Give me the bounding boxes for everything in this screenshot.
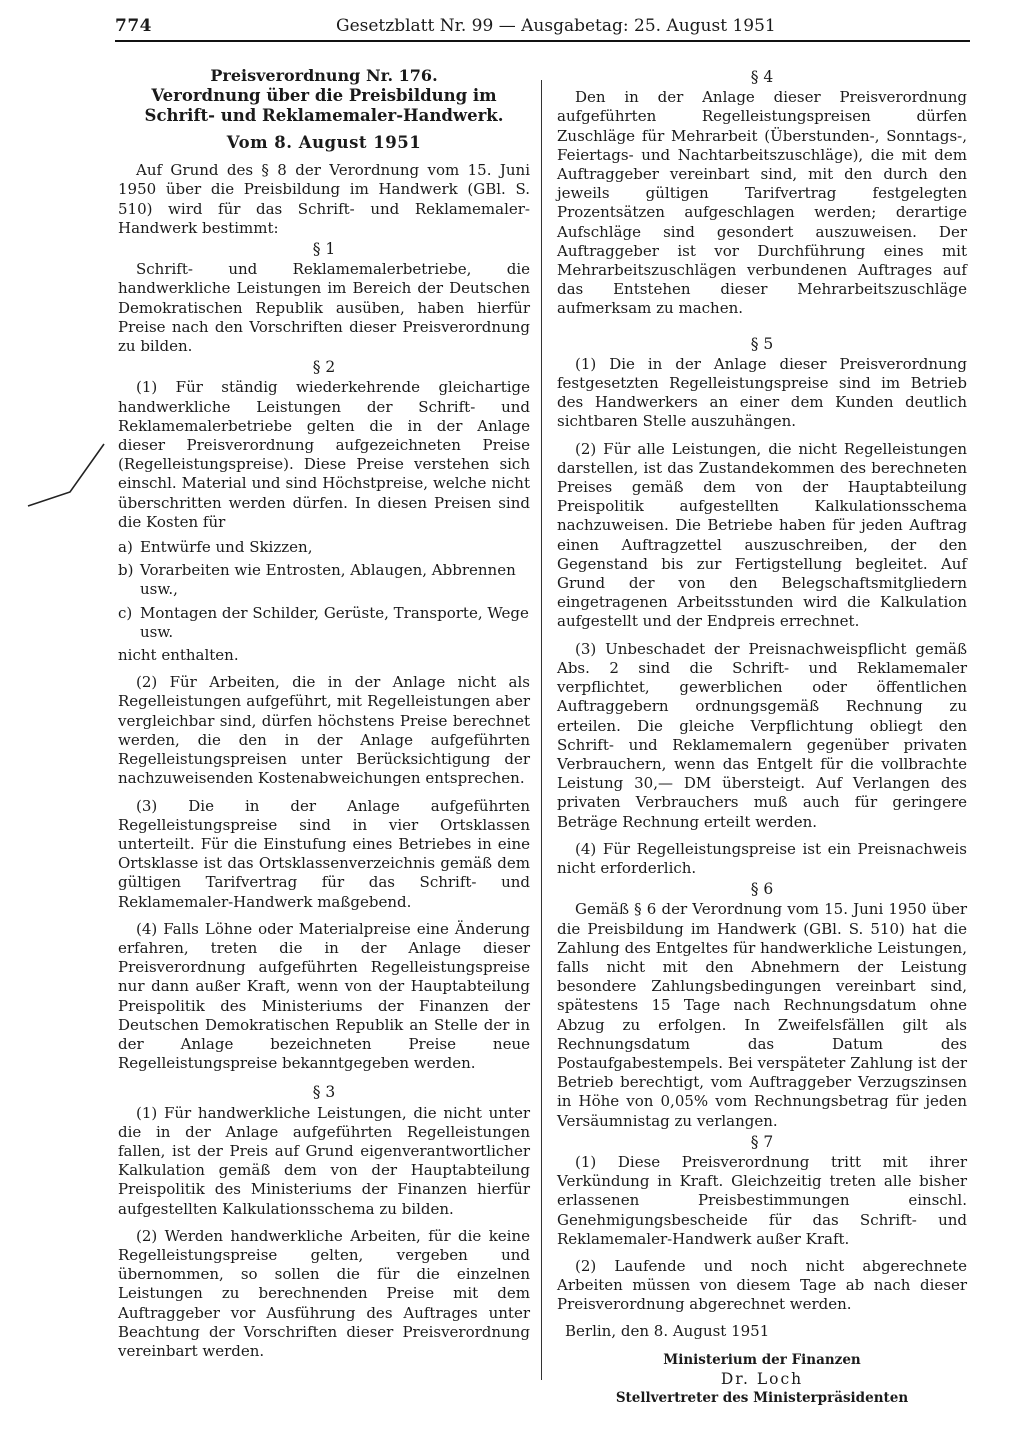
section-3-para-1: (1) Für handwerkliche Leistungen, die nicht unter die in der Anlage aufgeführten Regelleistungen fallen, ist der Preis auf Grund eigenverantwortlicher Kalkulation gemäß dem von der Hauptabteilung Preispolitik des Ministeriums der Finanzen hierfür aufgestellten Kalkulationsschema zu bilden. [118, 1103, 530, 1218]
section-2-para-2: (2) Für Arbeiten, die in der Anlage nicht als Regelleistungen aufgeführt, mit Regelleistungen aber vergleichbar sind, dürfen höchstens Preise berechnet werden, die den in der Anlage aufgeführten Regelleistungspreisen unter Berücksichtigung der nachzuweisenden Kostenabweichungen entsprechen. [118, 673, 530, 788]
list-item [118, 561, 530, 599]
preamble: Auf Grund des § 8 der Verordnung vom 15. Juni 1950 über die Preisbildung im Handwerk (GBl. S. 510) wird für das Schrift- und Reklamemaler-Handwerk bestimmt: [118, 161, 530, 237]
list-item-text: Entwürfe und Skizzen, [140, 538, 313, 557]
list-item [118, 538, 530, 557]
section-5-para-2: (2) Für alle Leistungen, die nicht Regelleistungen darstellen, ist das Zustandekommen des berechneten Preises gemäß dem von der Hauptabteilung Preispolitik aufgestellten Kalkulationsschema nachzuweisen. Die Betriebe haben für jeden Auftrag einen Auftragzettel auszuschreiben, der den Gegenstand bis zur Fertigstellung begleitet. Auf Grund der von den Belegschaftsmitgliedern eingetragenen Arbeitsstunden wird die Kalkulation aufgestellt und der Endpreis errechnet. [557, 439, 967, 631]
section-2-para-1: (1) Für ständig wiederkehrende gleichartige handwerkliche Leistungen der Schrift- und Reklamemalerbetriebe gelten die in der Anlage dieser Preisverordnung aufgezeichneten Preise (Regelleistungspreise). Diese Preise verstehen sich einschl. Material und sind Höchstpreise, welche nicht überschritten werden dürfen. In diesen Preisen sind die Kosten für [118, 378, 530, 531]
list-item-label: a) [118, 538, 133, 557]
signatory-name: Dr. Loch [720, 1369, 804, 1388]
section-7-para-1: (1) Diese Preisverordnung tritt mit ihrer Verkündung in Kraft. Gleichzeitig treten alle bisher erlassenen Preisbestimmungen einschl. Genehmigungsbescheide für das Schrift- und Reklamemaler-Handwerk außer Kraft. [557, 1152, 967, 1248]
document-number: Preisverordnung Nr. 176. [210, 66, 438, 85]
page-header [115, 14, 970, 44]
section-2-para-4: (4) Falls Löhne oder Materialpreise eine Änderung erfahren, treten die in der Anlage dieser Preisverordnung aufgeführten Regelleistungspreise nur dann außer Kraft, wenn von der Hauptabteilung Preispolitik des Ministeriums der Finanzen der Deutschen Demokratischen Republik an Stelle der in der Anlage bezeichneten Preise neue Regelleistungspreise bekanntgegeben werden. [118, 919, 530, 1073]
list-item-text: Vorarbeiten wie Entrosten, Ablaugen, Abbrennen usw., [140, 561, 516, 599]
section-5-para-3: (3) Unbeschadet der Preisnachweispflicht gemäß Abs. 2 sind die Schrift- und Reklamemaler verpflichtet, gewerblichen oder öffentlichen Auftraggebern ordnungsgemäß Rechnung zu erteilen. Die gleiche Verpflichtung obliegt den Schrift- und Reklamemalern gegenüber privaten Verbrauchern, wenn das Entgelt für die vollbrachte Leistung 30,— DM übersteigt. Auf Verlangen des privaten Verbrauchers muß auch für geringere Beträge Rechnung erteilt werden. [557, 639, 967, 831]
section-6-text: Gemäß § 6 der Verordnung vom 15. Juni 1950 über die Preisbildung im Handwerk (GBl. S. 510) hat die Zahlung des Entgeltes für handwerkliche Leistungen, falls nicht mit den Abnehmern der Leistung besondere Zahlungsbedingungen vereinbart sind, spätestens 15 Tage nach Rechnungsdatum ohne Abzug zu erfolgen. In Zweifelsfällen gilt als Rechnungsdatum das Datum des Postaufgabestempels. Bei verspäteter Zahlung ist der Betrieb berechtigt, vom Auftraggeber Verzugszinsen in Höhe von 0,05% vom Rechnungsbetrag für jeden Versäumnistag zu verlangen. [557, 900, 967, 1130]
section-heading-3: § 3 [312, 1083, 336, 1102]
header-rule [115, 40, 970, 42]
left-column [118, 66, 530, 1361]
section-heading-4: § 4 [750, 68, 774, 86]
list-item-label: c) [118, 603, 133, 622]
section-3-para-2: (2) Werden handwerkliche Arbeiten, für die keine Regelleistungspreise gelten, vergeben und übernommen, so sollen die für die einzelnen Leistungen zu berechnenden Preise mit dem Auftraggeber vor Ausführung des Auftrages unter Beachtung der Vorschriften dieser Preisverordnung vereinbart werden. [118, 1226, 530, 1360]
column-divider [541, 80, 542, 1380]
margin-pencil-mark [22, 440, 112, 520]
list-item-label: b) [118, 561, 134, 580]
section-2-para-3: (3) Die in der Anlage aufgeführten Regelleistungspreise sind in vier Ortsklassen unterteilt. Für die Einstufung eines Betriebes in eine Ortsklasse ist das Ortsklassenverzeichnis gemäß dem gültigen Tarifvertrag für das Schrift- und Reklamemaler-Handwerk maßgebend. [118, 796, 530, 911]
section-5-para-4: (4) Für Regelleistungspreise ist ein Preisnachweis nicht erforderlich. [557, 839, 967, 877]
document-title: Verordnung über die Preisbildung im Schrift- und Reklamemaler-Handwerk. [144, 86, 504, 125]
section-5-para-1: (1) Die in der Anlage dieser Preisverordnung festgesetzten Regelleistungspreise sind im Betrieb des Handwerkers an einer dem Kunden deutlich sichtbaren Stelle auszuhängen. [557, 354, 967, 431]
section-7-para-2: (2) Laufende und noch nicht abgerechnete Arbeiten müssen von diesem Tage ab nach dieser Preisverordnung abgerechnet werden. [557, 1256, 967, 1314]
signature-organization: Ministerium der Finanzen [663, 1351, 861, 1368]
section-heading-2: § 2 [312, 358, 336, 377]
cost-items-list [118, 538, 530, 642]
section-heading-6: § 6 [750, 880, 774, 899]
list-item [118, 604, 530, 642]
header-title: Gesetzblatt Nr. 99 — Ausgabetag: 25. August 1951 [336, 16, 776, 36]
list-item-text: Montagen der Schilder, Gerüste, Transporte, Wege usw. [140, 603, 529, 641]
section-4-text: Den in der Anlage dieser Preisverordnung aufgeführten Regelleistungspreisen dürfen Zuschläge für Mehrarbeit (Überstunden-, Sonntags-, Feiertags- und Nachtarbeitszuschläge), die mit dem Auftraggeber vereinbart sind, mit den durch den jeweils gültigen Tarifvertrag festgelegten Prozentsätzen aufgeschlagen werden; derartige Aufschläge sind gesondert auszuweisen. Der Auftraggeber ist vor Durchführung eines mit Mehrarbeitszuschlägen verbundenen Auftrages auf das Entstehen dieser Mehrarbeitszuschläge aufmerksam zu machen. [557, 88, 967, 318]
signature-place-date: Berlin, den 8. August 1951 [565, 1321, 770, 1340]
section-heading-1: § 1 [312, 240, 336, 259]
section-1-text: Schrift- und Reklamemalerbetriebe, die handwerkliche Leistungen im Bereich der Deutschen Demokratischen Republik ausüben, haben hierfür Preise nach den Vorschriften dieser Preisverordnung zu bilden. [118, 260, 530, 356]
right-column [557, 66, 967, 1407]
section-heading-5: § 5 [750, 334, 774, 353]
section-2-para-1-end: nicht enthalten. [118, 646, 239, 665]
page-number: 774 [115, 16, 152, 36]
document-date: Vom 8. August 1951 [226, 133, 422, 152]
signatory-role: Stellvertreter des Ministerpräsidenten [615, 1389, 909, 1406]
section-heading-7: § 7 [750, 1132, 774, 1151]
